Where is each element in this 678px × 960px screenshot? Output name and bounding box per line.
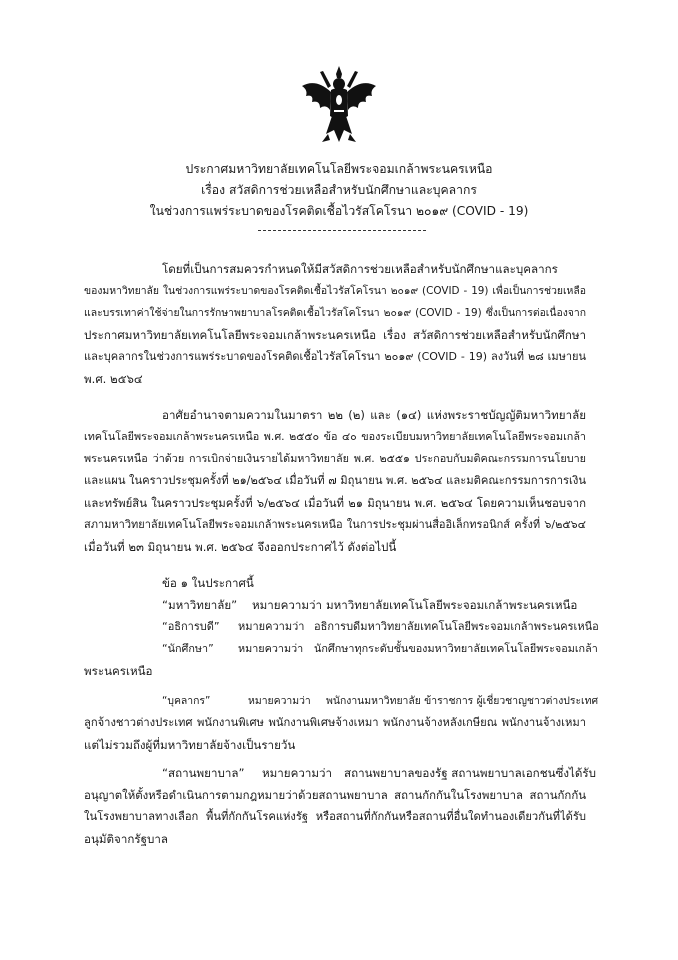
paragraph-line: และบรรเทาค่าใช้จ่ายในการรักษาพยาบาลโรคติดเชื้อไวรัสโคโรนา ๒๐๑๙ (COVID - 19) ซึ่งเป็นการต่อเนื่องจาก xyxy=(84,307,586,319)
announcement-title: ประกาศมหาวิทยาลัยเทคโนโลยีพระจอมเกล้าพระนครเหนือ xyxy=(185,162,493,176)
definition-continuation: อนุมัติจากรัฐบาล xyxy=(84,832,168,846)
definition-text: นักศึกษาทุกระดับชั้นของมหาวิทยาลัยเทคโนโลยีพระจอมเกล้า xyxy=(314,642,598,655)
paragraph-line: ประกาศมหาวิทยาลัยเทคโนโลยีพระจอมเกล้าพระนครเหนือ เรื่อง สวัสดิการช่วยเหลือสำหรับนักศึกษา xyxy=(84,328,586,342)
definition-row xyxy=(162,694,598,708)
definition-continuation: ลูกจ้างชาวต่างประเทศ พนักงานพิเศษ พนักงานพิเศษจ้างเหมา พนักงานจ้างหลังเกษียณ พนักงานจ้างเหมา xyxy=(84,716,586,729)
paragraph-line: พระนครเหนือ ว่าด้วย การเบิกจ่ายเงินรายได้มหาวิทยาลัย พ.ศ. ๒๕๕๑ ประกอบกับมติคณะกรรมการนโยบาย xyxy=(84,452,586,465)
definition-continuation: ในโรงพยาบาลทางเลือก พื้นที่กักกันโรคแห่งรัฐ หรือสถานที่กักกันหรือสถานที่อื่นใดทำนองเดียวกันที่ได้รับ xyxy=(84,810,586,823)
definition-row xyxy=(162,766,596,780)
subject-line-continued: ในช่วงการแพร่ระบาดของโรคติดเชื้อไวรัสโคโรนา ๒๐๑๙ (COVID - 19) xyxy=(149,204,529,218)
paragraph-line: พ.ศ. ๒๕๖๔ xyxy=(84,372,143,386)
definition-term: “อธิการบดี” xyxy=(162,620,220,633)
definition-term: “มหาวิทยาลัย” xyxy=(162,598,238,612)
definition-term: “นักศึกษา” xyxy=(162,642,214,655)
definition-term: “สถานพยาบาล” xyxy=(162,766,245,780)
paragraph-line: เมื่อวันที่ ๒๓ มิถุนายน พ.ศ. ๒๕๖๔ จึงออกประกาศไว้ ดังต่อไปนี้ xyxy=(84,540,397,554)
definition-row xyxy=(162,598,577,612)
definition-continuation: อนุญาตให้ตั้งหรือดำเนินการตามกฎหมายว่าด้วยสถานพยาบาล สถานกักกันในโรงพยาบาล สถานกักกัน xyxy=(84,788,586,802)
garuda-emblem-icon xyxy=(298,64,380,148)
definition-means: หมายความว่า xyxy=(238,620,305,633)
paragraph-line: อาศัยอำนาจตามความในมาตรา ๒๒ (๒) และ (๑๔) แห่งพระราชบัญญัติมหาวิทยาลัย xyxy=(162,408,586,422)
definition-continuation: พระนครเหนือ xyxy=(84,664,153,678)
definition-means: หมายความว่า xyxy=(238,642,304,655)
paragraph-line: สภามหาวิทยาลัยเทคโนโลยีพระจอมเกล้าพระนครเหนือ ในการประชุมผ่านสื่ออิเล็กทรอนิกส์ ครั้งที่ ๖/๒๕๖๔ xyxy=(84,518,586,531)
definition-text: อธิการบดีมหาวิทยาลัยเทคโนโลยีพระจอมเกล้าพระนครเหนือ xyxy=(314,620,599,633)
definition-text: มหาวิทยาลัยเทคโนโลยีพระจอมเกล้าพระนครเหนือ xyxy=(326,598,578,612)
definition-text: สถานพยาบาลของรัฐ สถานพยาบาลเอกชนซึ่งได้รับ xyxy=(344,766,596,780)
paragraph-line: เทคโนโลยีพระจอมเกล้าพระนครเหนือ พ.ศ. ๒๕๕๐ ข้อ ๔๐ ของระเบียบมหาวิทยาลัยเทคโนโลยีพระจอมเกล้า xyxy=(84,430,586,443)
paragraph-line: และทรัพย์สิน ในคราวประชุมครั้งที่ ๖/๒๕๖๔ เมื่อวันที่ ๒๑ มิถุนายน พ.ศ. ๒๕๖๔ โดยความเห็นชอบจาก xyxy=(84,496,586,510)
definition-continuation: แต่ไม่รวมถึงผู้ที่มหาวิทยาลัยจ้างเป็นรายวัน xyxy=(84,738,296,752)
paragraph-line: โดยที่เป็นการสมควรกำหนดให้มีสวัสดิการช่วยเหลือสำหรับนักศึกษาและบุคลากร xyxy=(162,262,558,276)
definition-row xyxy=(162,620,599,634)
subject-line: เรื่อง สวัสดิการช่วยเหลือสำหรับนักศึกษาและบุคลากร xyxy=(201,183,477,197)
definition-term: “บุคลากร” xyxy=(162,695,211,707)
paragraph-line: และบุคลากรในช่วงการแพร่ระบาดของโรคติดเชื้อไวรัสโคโรนา ๒๐๑๙ (COVID - 19) ลงวันที่ ๒๘ เมษายน xyxy=(84,350,586,363)
definition-row xyxy=(162,642,598,656)
definition-text: พนักงานมหาวิทยาลัย ข้าราชการ ผู้เชี่ยวชาญชาวต่างประเทศ xyxy=(326,695,599,707)
clause-title: ข้อ ๑ ในประกาศนี้ xyxy=(162,576,254,590)
paragraph-line: และแผน ในคราวประชุมครั้งที่ ๒๑/๒๕๖๔ เมื่อวันที่ ๗ มิถุนายน พ.ศ. ๒๕๖๔ และมติคณะกรรมการการเงิน xyxy=(84,474,586,487)
definition-means: หมายความว่า xyxy=(252,598,323,612)
definition-means: หมายความว่า xyxy=(262,766,333,780)
paragraph-line: ของมหาวิทยาลัย ในช่วงการแพร่ระบาดของโรคติดเชื้อไวรัสโคโรนา ๒๐๑๙ (COVID - 19) เพื่อเป็นการช่วยเหลือ xyxy=(84,285,586,297)
definition-means: หมายความว่า xyxy=(248,695,311,707)
header-divider xyxy=(258,230,426,231)
